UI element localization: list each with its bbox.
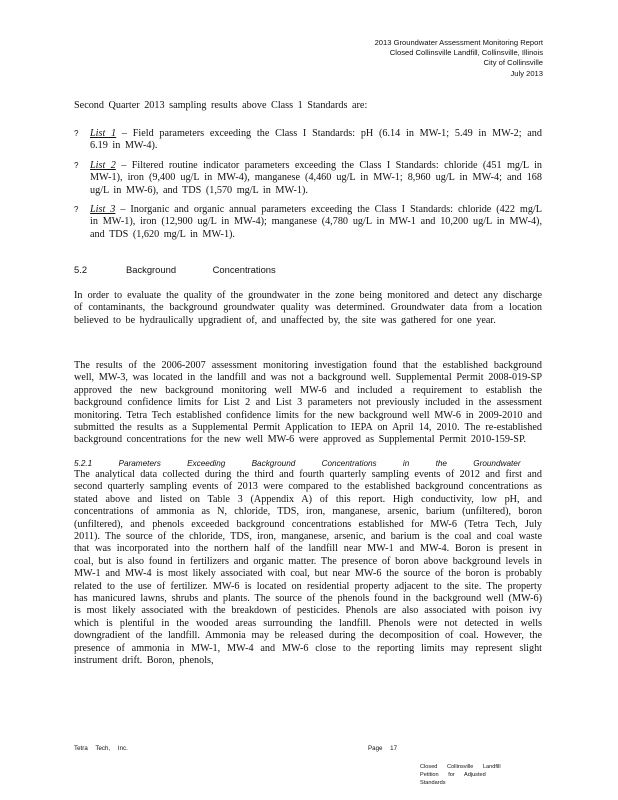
list-item (74, 204, 542, 241)
footer-page-number: Page 17 (368, 745, 398, 752)
footer-company: Tetra Tech, Inc. (74, 745, 128, 752)
list-name: List 1 (90, 128, 117, 139)
bullet-marker: ? (74, 160, 79, 170)
header-date: July 2013 (510, 68, 543, 78)
list-text: – Filtered routine indicator parameters exceeding the Class I Standards: chloride (451 mg/L in MW-1), iron (9,400 ug/L in MW-4), manganese (4,460 ug/L in MW-1; 8,960 ug/L in MW-4; and 168 ug/L in MW-6), and TDS (1,570 mg/L in MW-1). (90, 159, 543, 196)
bullet-marker: ? (74, 205, 79, 215)
list-name: List 2 (90, 159, 116, 171)
list-item (74, 128, 542, 153)
footer-site: Closed Collinsville Landfill (420, 764, 501, 770)
header-report-title: 2013 Groundwater Assessment Monitoring Report (374, 38, 543, 47)
paragraph-background-intro: In order to evaluate the quality of the groundwater in the zone being monitored and detect any discharge of contaminants, the background groundwater quality was determined. Groundwater data from a location believed to be hydraulically upgradient of, and unaffected by, the site was gathered for one year. (74, 290, 542, 326)
list-text: – Inorganic and organic annual parameters exceeding the Class I Standards: chloride (422 mg/L in MW-1), iron (12,900 ug/L in MW-4); manganese (4,780 ug/L in MW-1 and 10,200 ug/L in MW-4), and TDS (1,620 mg/L in MW-1). (90, 204, 542, 240)
bullet-marker: ? (74, 129, 79, 138)
header-client: City of Collinsville (483, 58, 543, 68)
intro-sentence: Second Quarter 2013 sampling results above Class 1 Standards are: (74, 100, 368, 111)
subsection-heading (74, 459, 542, 468)
results-list (74, 128, 542, 248)
footer-petition: Petition for Adjusted Standards (420, 772, 486, 786)
report-header (375, 38, 543, 79)
paragraph-exceedances: The analytical data collected during the third and fourth quarterly sampling events of 2012 and first and second quarterly sampling events of 2013 were compared to the established background concentrations as stated above and listed on Table 3 (Appendix A) of this report. High conductivity, low pH, and concentrations of ammonia as N, chloride, TDS, iron, manganese, arsenic, barium (unfiltered), boron (unfiltered), and phenols exceeded background concentrations established for MW-6 (Tetra Tech, July 2011). The source of the chloride, TDS, iron, manganese, arsenic, and barium is the coal and coal waste that was incorporated into the northern half of the landfill near MW-1 and MW-4. Boron is present in coal, but is also found in fertilizers and organic matter. The presence of boron above background levels in MW-1 and MW-4 is most likely associated with coal, but near MW-6 the source of the boron is probably related to the use of fertilizer. MW-6 is located on residential property adjacent to the site. The property has manicured lawns, shrubs and plants. The source of the phenols found in the background well (MW-6) is most likely associated with the breakdown of pesticides. Phenols are also associated with poison ivy which is plentiful in the wooded areas surrounding the landfill. Phenols were not detected in wells downgradient of the landfill. Ammonia may be released during the decomposition of coal. However, the presence of ammonia in MW-1, MW-4 and MW-6 close to the reporting limits may represent slight instrument drift. Boron, phenols, (74, 469, 542, 667)
list-item (74, 160, 542, 197)
list-name: List 3 (90, 204, 116, 216)
subsection-number: 5.2.1 (74, 459, 93, 468)
section-number: 5.2 (74, 264, 88, 275)
paragraph-assessment-results: The results of the 2006-2007 assessment monitoring investigation found that the established background well, MW-3, was located in the landfill and was not a background well. Supplemental Permit 2008-019-SP approved the new background monitoring well MW-6 and included a requirement to establish the background confidence limits for List 2 and List 3 parameters not previously included in the assessment monitoring. Tetra Tech established confidence limits for the new background well MW-6 in 2009-2010 and submitted the results as a Supplemental Permit Application to IEPA on April 14, 2010. The re-established background concentrations for the new well MW-6 were approved as Supplemental Permit 2010-159-SP. (74, 360, 542, 446)
list-text: – Field parameters exceeding the Class I Standards: pH (6.14 in MW-1; 5.49 in MW-2; and 6.19 in MW-4). (90, 128, 542, 152)
section-heading (74, 264, 276, 275)
header-site-name: Closed Collinsville Landfill, Collinsville, Illinois (389, 48, 543, 58)
section-title: Background Concentrations (126, 264, 276, 275)
subsection-title: Parameters Exceeding Background Concentrations in the Groundwater (118, 459, 521, 468)
footer-document-title (420, 763, 520, 787)
